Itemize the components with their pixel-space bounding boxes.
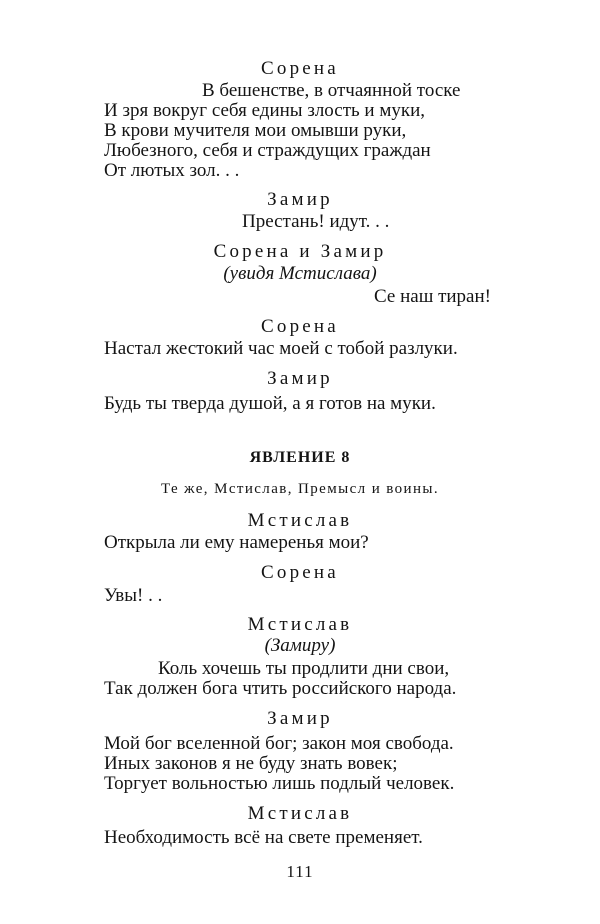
speaker-zamir: Замир <box>267 368 333 389</box>
speaker-mstislav: Мстислав <box>247 510 353 531</box>
speaker-zamir: Замир <box>267 189 333 210</box>
verse-line: Иных законов я не буду знать вовек; <box>104 753 398 774</box>
verse-line: Престань! идут. . . <box>242 211 390 232</box>
stage-direction: (увидя Мстислава) <box>223 263 377 284</box>
speaker-zamir: Замир <box>267 708 333 729</box>
page-number: 111 <box>286 862 314 881</box>
verse-line: Мой бог вселенной бог; закон моя свобода. <box>104 733 454 754</box>
verse-line: Так должен бога чтить российского народа. <box>104 678 457 699</box>
verse-line: Се наш тиран! <box>374 286 491 307</box>
speaker-sorena: Сорена <box>261 562 339 583</box>
verse-line: Увы! . . <box>104 585 163 606</box>
verse-line: Настал жестокий час моей с тобой разлуки. <box>104 338 458 359</box>
scene-heading: ЯВЛЕНИЕ 8 <box>249 449 351 466</box>
verse-line: Коль хочешь ты продлити дни свои, <box>158 658 450 679</box>
speaker-sorena-zamir: Сорена и Замир <box>213 241 387 262</box>
stage-direction: (Замиру) <box>264 635 336 656</box>
verse-line: В крови мучителя мои омывши руки, <box>104 120 407 141</box>
verse-line: От лютых зол. . . <box>104 160 240 181</box>
speaker-sorena: Сорена <box>261 316 339 337</box>
dramatis-personae: Те же, Мстислав, Премысл и воины. <box>160 481 440 497</box>
verse-line: Торгует вольностью лишь подлый человек. <box>104 773 455 794</box>
speaker-sorena: Сорена <box>261 58 339 79</box>
verse-line: Открыла ли ему намеренья мои? <box>104 532 369 553</box>
speaker-mstislav: Мстислав <box>247 614 353 635</box>
verse-line: Необходимость всё на свете пременяет. <box>104 827 423 848</box>
verse-line: Будь ты тверда душой, а я готов на муки. <box>104 393 436 414</box>
verse-line: В бешенстве, в отчаянной тоске <box>202 80 461 101</box>
speaker-mstislav: Мстислав <box>247 803 353 824</box>
verse-line: И зря вокруг себя едины злость и муки, <box>104 100 426 121</box>
verse-line: Любезного, себя и страждущих граждан <box>104 140 431 161</box>
